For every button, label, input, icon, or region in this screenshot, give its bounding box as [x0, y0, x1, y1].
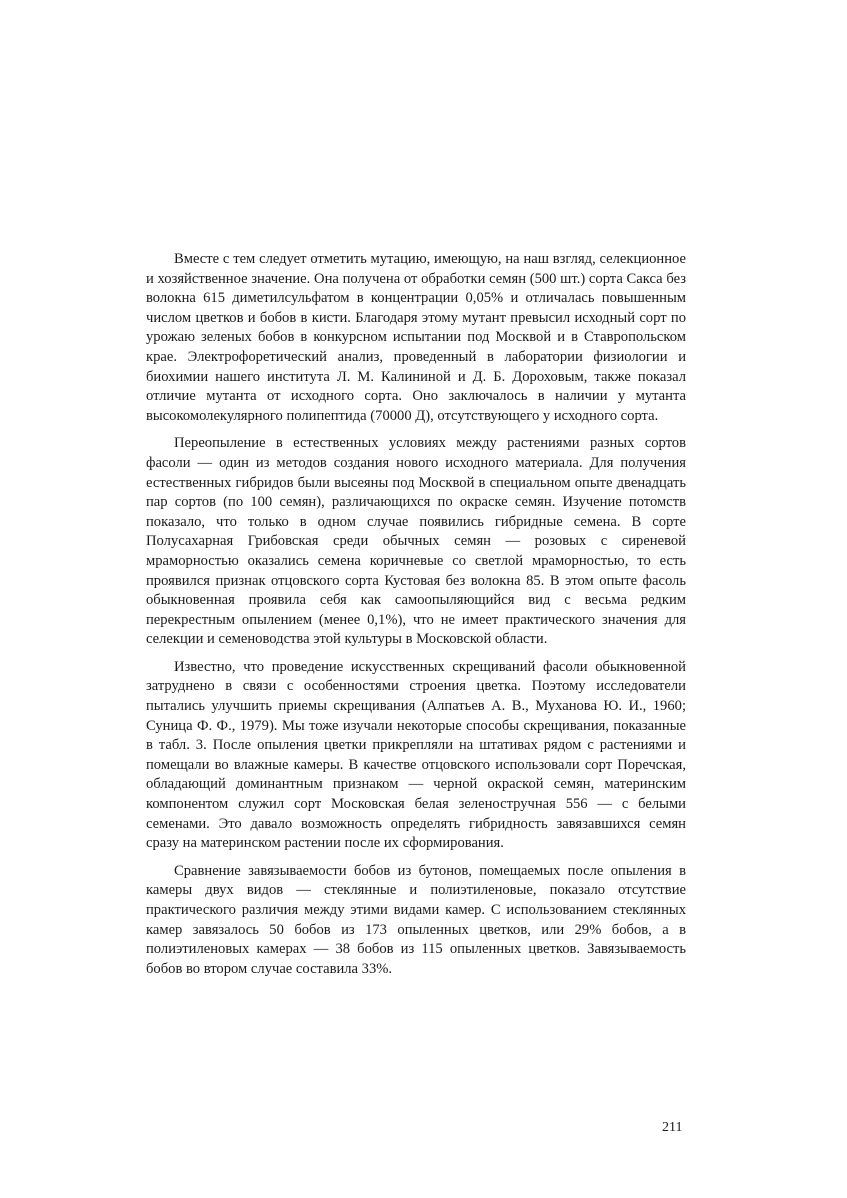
paragraph-chamber-comparison: Сравнение завязываемости бобов из бутонов, помещаемых после опыления в камеры двух видов — стеклянные и полиэтиленовые, показало отсутствие практического различия между этими видами камер. С использованием стеклянных камер завязалось 50 бобов из 173 опыленных цветков, или 29% бобов, а в полиэтиленовых камерах — 38 бобов из 115 опыленных цветков. Завязываемость бобов во втором случае составила 33%.	[146, 862, 686, 977]
body-text	[146, 250, 686, 979]
paragraph-mutation: Вместе с тем следует отметить мутацию, имеющую, на наш взгляд, селекционное и хозяйственное значение. Она получена от обработки семян (500 шт.) сорта Сакса без волокна 615 диметилсульфатом в концентрации 0,05% и отличалась повышенным числом цветков и бобов в кисти. Благодаря этому мутант превысил исходный сорт по урожаю зеленых бобов в конкурсном испытании под Москвой и в Ставропольском крае. Электрофоретический анализ, проведенный в лаборатории физиологии и биохимии нашего института Л. М. Калининой и Д. Б. Дороховым, также показал отличие мутанта от исходного сорта. Оно заключалось в наличии у мутанта высокомолекулярного полипептида (70000 Д), отсутствующего у исходного сорта.	[146, 251, 686, 424]
page-number: 211	[662, 1120, 683, 1135]
paragraph-artificial-crossing: Известно, что проведение искусственных скрещиваний фасоли обыкновенной затруднено в связи с особенностями строения цветка. Поэтому исследователи пытались улучшить приемы скрещивания (Алпатьев А. В., Муханова Ю. И., 1960; Суница Ф. Ф., 1979). Мы тоже изучали некоторые способы скрещивания, показанные в табл. 3. После опыления цветки прикрепляли на штативах рядом с растениями и помещали во влажные камеры. В качестве отцовского использовали сорт Поречская, обладающий доминантным признаком — черной окраской семян, материнским компонентом служил сорт Московская белая зеленостручная 556 — с белыми семенами. Это давало возможность определять гибридность завязавшихся семян сразу на материнском растении после их сформирования.	[146, 658, 686, 852]
paragraph-cross-pollination: Переопыление в естественных условиях между растениями разных сортов фасоли — один из методов создания нового исходного материала. Для получения естественных гибридов были высеяны под Москвой в специальном опыте двенадцать пар сортов (по 100 семян), различающихся по окраске семян. Изучение потомств показало, что только в одном случае появились гибридные семена. В сорте Полусахарная Грибовская среди обычных семян — розовых с сиреневой мраморностью оказались семена коричневые со светлой мраморностью, то есть проявился признак отцовского сорта Кустовая без волокна 85. В этом опыте фасоль обыкновенная проявила себя как самоопыляющийся вид с весьма редким перекрестным опылением (менее 0,1%), что не имеет практического значения для селекции и семеноводства этой культуры в Московской области.	[146, 435, 686, 648]
